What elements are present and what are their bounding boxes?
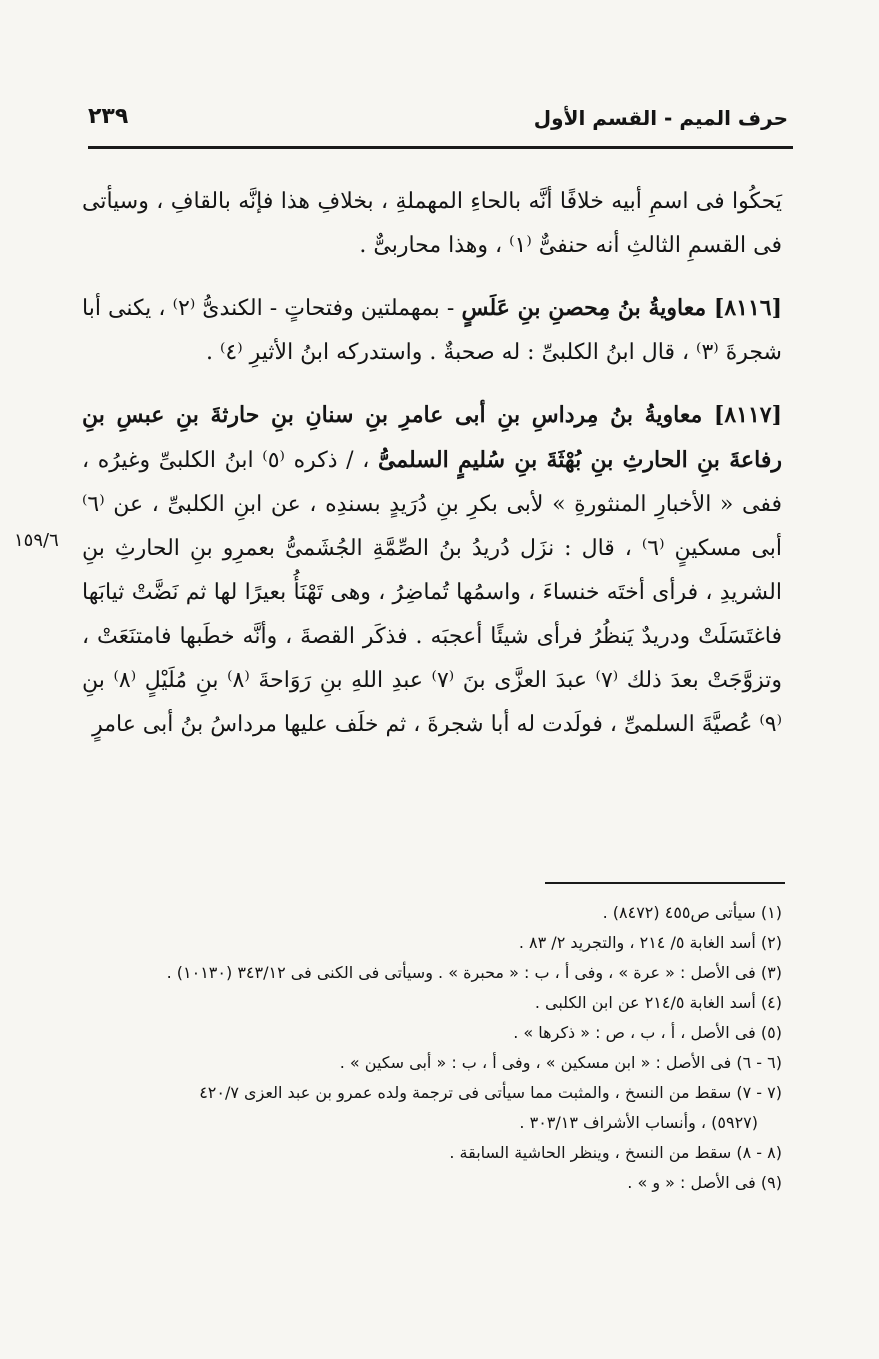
footnote-3: (٣) فى الأصل : « عرة » ، وفى أ ، ب : « محبرة » . وسيأتى فى الكنى فى ٣٤٣/١٢ (١٠١٣٠) . — [166, 963, 782, 982]
entry-8117 — [82, 393, 782, 747]
footnote-7: (٧ - ٧) سقط من النسخ ، والمثبت مما سيأتى فى ترجمة ولده عمرو بن عبد العزى ٤٢٠/٧ — [199, 1083, 782, 1102]
footnote-4: (٤) أسد الغابة ٢١٤/٥ عن ابن الكلبى . — [534, 993, 782, 1012]
header-rule — [88, 146, 793, 149]
paragraph-intro: يَحكُوا فى اسمِ أبيه خلافًا أنَّه بالحاءِ المهملةِ ، بخلافِ هذا فإنَّه بالقافِ ، وسيأتى فى القسمِ الثالثِ أنه حنفىٌّ ⁽١⁾ ، وهذا محاربىٌّ . — [82, 189, 782, 258]
page-header — [88, 100, 788, 136]
running-title: حرف الميم - القسم الأول — [533, 106, 788, 130]
footnote-2: (٢) أسد الغابة ٥/ ٢١٤ ، والتجريد ٢/ ٨٣ . — [518, 933, 782, 952]
entry-8117-heading: [٨١١٧] معاويةُ بنُ مِرداسِ بنِ أبى عامرِ بنِ سنانِ بنِ حارثةَ بنِ عبسِ بنِ رفاعةَ بنِ الحارثِ بنِ بُهْثَةَ بنِ سُليمٍ السلمىُّ — [82, 402, 782, 473]
footnote-5: (٥) فى الأصل ، أ ، ب ، ص : « ذكرها » . — [513, 1023, 782, 1042]
footnote-6: (٦ - ٦) فى الأصل : « ابن مسكين » ، وفى أ ، ب : « أبى سكين » . — [339, 1053, 782, 1072]
footnote-1: (١) سيأتى ص٤٥٥ (٨٤٧٢) . — [602, 903, 782, 922]
main-text — [82, 180, 782, 761]
footnotes — [90, 898, 782, 1198]
entry-8116-text: - بمهملتين وفتحاتٍ - الكندىُّ ⁽٢⁾ ، يكنى أبا شجرةَ ⁽٣⁾ ، قال ابنُ الكلبىِّ : له صحبةٌ . واستدركه ابنُ الأثيرِ ⁽٤⁾ . — [82, 296, 782, 365]
entry-8117-text: ، / ذكره ⁽٥⁾ ابنُ الكلبىِّ وغيرُه ، ففى « الأخبارِ المنثورةِ » لأبى بكرِ بنِ دُرَيدٍ بسندِه ، عن ابنِ الكلبىِّ ، عن ⁽٦⁾ أبى مسكينٍ ⁽٦⁾ ، قال : نزَل دُريدُ بنُ الصِّمَّةِ الجُشَمىُّ بعمرِو بنِ الحارثِ بنِ الشريدِ ، فرأى أختَه خنساءَ ، واسمُها تُماضِرُ ، وهى تَهْنَأُ بعيرًا لها ثم نَضَّتْ ثيابَها فاغتَسَلَتْ ودريدٌ يَنظُرُ فرأى شيئًا أعجبَه . فذكَر القصةَ ، وأنَّه خطَبها فامتنَعَتْ ، وتزوَّجَتْ بعدَ ذلك ⁽٧⁾ عبدَ العزَّى بنَ ⁽٧⁾ عبدِ اللهِ بنِ رَوَاحةَ ⁽٨⁾ بنِ مُلَيْلٍ ⁽٨⁾ بنِ ⁽٩⁾ عُصيَّةَ السلمىِّ ، فولَدت له أبا شجرةَ ، ثم خلَف عليها مرداسُ بنُ أبى عامرٍ — [82, 448, 782, 737]
footnote-8: (٨ - ٨) سقط من النسخ ، وينظر الحاشية السابقة . — [449, 1143, 782, 1162]
footnote-9: (٩) فى الأصل : « و » . — [627, 1173, 782, 1192]
page-number: ٢٣٩ — [88, 104, 129, 129]
footnote-rule — [545, 882, 785, 884]
footnote-7-continued: (٥٩٢٧) ، وأنساب الأشراف ٣٠٣/١٣ . — [519, 1113, 758, 1132]
entry-8116 — [82, 286, 782, 375]
entry-8116-heading: [٨١١٦] معاويةُ بنُ مِحصنِ بنِ عَلَسٍ — [461, 295, 783, 321]
margin-reference: ١٥٩/٦ — [14, 530, 59, 551]
